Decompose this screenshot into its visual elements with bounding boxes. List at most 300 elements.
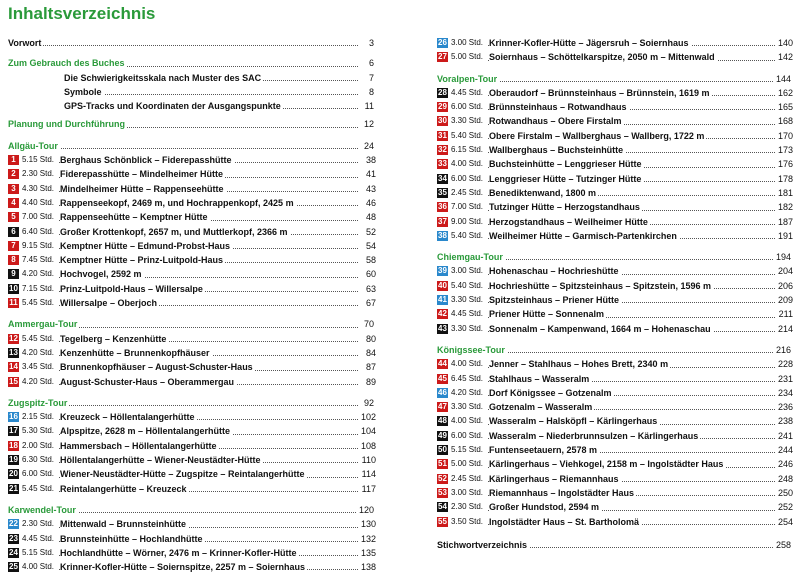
tour-number-badge: 1: [8, 155, 19, 165]
toc-entry-page: 194: [774, 250, 793, 264]
tour-title: Brünnsteinhaus – Rotwandhaus: [489, 100, 629, 114]
tour-number-badge: 10: [9, 283, 18, 293]
tour-duration: 5.45 Std.: [22, 296, 59, 310]
tour-entry: [437, 515, 793, 529]
tour-number-badge: 40: [438, 280, 447, 290]
tour-title: Wasseralm – Niederbrunnsulzen – Kärlingerhaus: [489, 429, 700, 443]
tour-number-badge: 34: [438, 173, 447, 183]
toc-entry: [8, 71, 376, 85]
tour-page: 236: [776, 400, 793, 414]
tour-page: 80: [364, 332, 376, 346]
tour-entry: [8, 375, 376, 389]
tour-title: Willersalpe – Oberjoch: [60, 296, 159, 310]
toc-entry-label: Zum Gebrauch des Buches: [8, 56, 127, 70]
tour-entry: [437, 129, 793, 143]
tour-page: 234: [776, 386, 793, 400]
tour-entry: [8, 424, 376, 438]
tour-entry: [437, 50, 793, 64]
tour-title: Dorf Königssee – Gotzenalm: [489, 386, 614, 400]
tour-number-badge: 49: [438, 430, 447, 440]
tour-title: Rappenseekopf, 2469 m, und Hochrappenkopf, 2425 m: [60, 196, 296, 210]
tour-title: Kreuzeck – Höllentalangerhütte: [60, 410, 197, 424]
tour-page: 228: [776, 357, 793, 371]
tour-entry: [8, 360, 376, 374]
toc-entry-page: 120: [357, 503, 376, 517]
toc-entry-label: Voralpen-Tour: [437, 72, 499, 86]
tour-entry: [437, 215, 793, 229]
tour-duration: 3.30 Std.: [451, 322, 488, 336]
toc-entry-page: 24: [362, 139, 376, 153]
tour-title: Wallberghaus – Buchsteinhütte: [489, 143, 625, 157]
tour-page: 132: [359, 532, 376, 546]
tour-page: 168: [776, 114, 793, 128]
toc-entry: [8, 99, 376, 113]
tour-entry: [437, 486, 793, 500]
tour-number-badge: 25: [9, 562, 18, 572]
tour-title: Großer Hundstod, 2594 m: [489, 500, 601, 514]
tour-page: 140: [776, 36, 793, 50]
tour-page: 209: [776, 293, 793, 307]
tour-title: Brunnsteinhütte – Hochlandhütte: [60, 532, 205, 546]
tour-page: 108: [359, 439, 376, 453]
tour-duration: 3.30 Std.: [451, 114, 488, 128]
tour-page: 54: [364, 239, 376, 253]
tour-title: Krinner-Kofler-Hütte – Soiernspitze, 2257 m – Soiernhaus: [60, 560, 307, 574]
tour-page: 87: [364, 360, 376, 374]
tour-entry: [437, 143, 793, 157]
tour-duration: 3.00 Std.: [451, 36, 488, 50]
tour-number-badge: 53: [438, 487, 447, 497]
toc-entry: [437, 343, 793, 357]
tour-page: 138: [359, 560, 376, 574]
toc-entry: [8, 56, 376, 70]
tour-title: Riemannhaus – Ingolstädter Haus: [489, 486, 636, 500]
tour-number-badge: 46: [438, 387, 447, 397]
toc-entry-label: Vorwort: [8, 36, 43, 50]
toc-left-column: [8, 36, 376, 574]
toc-entry-page: 70: [362, 317, 376, 331]
tour-entry: [437, 372, 793, 386]
tour-duration: 5.15 Std.: [22, 546, 59, 560]
toc-entry-label: Chiemgau-Tour: [437, 250, 505, 264]
tour-number-badge: 31: [438, 130, 447, 140]
tour-number-badge: 39: [438, 266, 447, 276]
toc-entry-label: Symbole: [8, 85, 104, 99]
toc-entry-label: GPS-Tracks und Koordinaten der Ausgangspunkte: [8, 99, 283, 113]
tour-number-badge: 5: [8, 212, 19, 222]
tour-page: 244: [776, 443, 793, 457]
tour-number-badge: 37: [438, 216, 447, 226]
tour-page: 84: [364, 346, 376, 360]
tour-number-badge: 29: [438, 102, 447, 112]
toc-entry-label: Karwendel-Tour: [8, 503, 78, 517]
tour-number-badge: 21: [9, 483, 18, 493]
tour-number-badge: 51: [438, 459, 447, 469]
tour-number-badge: 27: [438, 52, 447, 62]
tour-entry: [8, 532, 376, 546]
tour-duration: 2.00 Std.: [22, 439, 59, 453]
tour-duration: 9.15 Std.: [22, 239, 59, 253]
tour-duration: 2.15 Std.: [22, 410, 59, 424]
tour-entry: [8, 439, 376, 453]
tour-duration: 4.20 Std.: [22, 375, 59, 389]
toc-right-column: [437, 36, 793, 552]
tour-number-badge: 45: [438, 373, 447, 383]
tour-page: 46: [364, 196, 376, 210]
tour-duration: 4.00 Std.: [22, 560, 59, 574]
tour-page: 181: [776, 186, 793, 200]
tour-duration: 3.50 Std.: [451, 515, 488, 529]
tour-page: 130: [359, 517, 376, 531]
tour-number-badge: 48: [438, 416, 447, 426]
tour-entry: [8, 560, 376, 574]
page-title: Inhaltsverzeichnis: [8, 4, 156, 23]
tour-number-badge: 14: [9, 362, 18, 372]
tour-title: Obere Firstalm – Wallberghaus – Wallberg, 1722 m: [489, 129, 706, 143]
tour-duration: 5.40 Std.: [451, 129, 488, 143]
toc-entry: [437, 250, 793, 264]
tour-duration: 4.40 Std.: [22, 196, 59, 210]
tour-page: 182: [776, 200, 793, 214]
tour-duration: 5.45 Std.: [22, 482, 59, 496]
tour-duration: 2.30 Std.: [451, 500, 488, 514]
tour-duration: 9.00 Std.: [451, 215, 488, 229]
tour-page: 191: [776, 229, 793, 243]
tour-number-badge: 19: [9, 455, 18, 465]
tour-duration: 4.00 Std.: [451, 357, 488, 371]
tour-title: Rotwandhaus – Obere Firstalm: [489, 114, 624, 128]
tour-page: 52: [364, 225, 376, 239]
tour-entry: [8, 410, 376, 424]
tour-title: Prinz-Luitpold-Haus – Willersalpe: [60, 282, 205, 296]
toc-entry-label: Allgäu-Tour: [8, 139, 60, 153]
tour-number-badge: 22: [9, 519, 18, 529]
toc-entry-label: Königssee-Tour: [437, 343, 507, 357]
tour-page: 170: [776, 129, 793, 143]
tour-entry: [437, 400, 793, 414]
tour-duration: 4.20 Std.: [22, 267, 59, 281]
tour-duration: 4.45 Std.: [451, 307, 488, 321]
tour-title: Rappenseehütte – Kemptner Hütte: [60, 210, 210, 224]
toc-entry: [8, 396, 376, 410]
toc-entry: [437, 72, 793, 86]
tour-entry: [8, 210, 376, 224]
tour-title: Soiernhaus – Schöttelkarspitze, 2050 m – Mittenwald: [489, 50, 717, 64]
tour-title: Wasseralm – Halsköpfl – Kärlingerhaus: [489, 414, 659, 428]
tour-duration: 4.20 Std.: [451, 386, 488, 400]
tour-page: 67: [364, 296, 376, 310]
tour-number-badge: 35: [438, 187, 447, 197]
tour-number-badge: 12: [9, 333, 18, 343]
tour-number-badge: 24: [9, 547, 18, 557]
tour-duration: 4.20 Std.: [22, 346, 59, 360]
tour-title: Weilheimer Hütte – Garmisch-Partenkirchen: [489, 229, 679, 243]
tour-duration: 6.30 Std.: [22, 453, 59, 467]
tour-title: Gotzenalm – Wasseralm: [489, 400, 594, 414]
toc-entry: [437, 538, 793, 552]
tour-page: 254: [776, 515, 793, 529]
tour-entry: [8, 467, 376, 481]
tour-entry: [437, 186, 793, 200]
tour-number-badge: 18: [9, 440, 18, 450]
toc-entry-label: Die Schwierigkeitsskala nach Muster des SAC: [8, 71, 263, 85]
tour-title: Tutzinger Hütte – Herzogstandhaus: [489, 200, 642, 214]
tour-title: Funtenseetauern, 2578 m: [489, 443, 599, 457]
tour-entry: [437, 114, 793, 128]
tour-number-badge: 54: [438, 502, 447, 512]
toc-entry-label: Zugspitz-Tour: [8, 396, 69, 410]
tour-entry: [8, 153, 376, 167]
tour-entry: [8, 239, 376, 253]
tour-title: Großer Krottenkopf, 2657 m, und Muttlerkopf, 2366 m: [60, 225, 290, 239]
tour-entry: [8, 182, 376, 196]
tour-number-badge: 23: [9, 533, 18, 543]
tour-page: 173: [776, 143, 793, 157]
tour-page: 252: [776, 500, 793, 514]
toc-entry: [8, 36, 376, 50]
tour-title: Mindelheimer Hütte – Rappenseehütte: [60, 182, 226, 196]
tour-page: 60: [364, 267, 376, 281]
tour-duration: 2.30 Std.: [22, 167, 59, 181]
tour-entry: [8, 332, 376, 346]
tour-duration: 4.00 Std.: [451, 414, 488, 428]
tour-entry: [437, 36, 793, 50]
toc-entry-page: 6: [367, 56, 376, 70]
tour-entry: [8, 267, 376, 281]
tour-page: 102: [359, 410, 376, 424]
tour-page: 135: [359, 546, 376, 560]
tour-page: 114: [360, 467, 376, 481]
toc-entry: [8, 139, 376, 153]
tour-number-badge: 4: [8, 198, 19, 208]
tour-title: Berghaus Schönblick – Fiderepasshütte: [60, 153, 234, 167]
tour-page: 48: [364, 210, 376, 224]
toc-entry-page: 12: [362, 117, 376, 131]
tour-entry: [437, 357, 793, 371]
tour-title: Stahlhaus – Wasseralm: [489, 372, 591, 386]
tour-number-badge: 38: [438, 230, 447, 240]
toc-entry-page: 3: [367, 36, 376, 50]
tour-title: Brunnenkopfhäuser – August-Schuster-Haus: [60, 360, 255, 374]
tour-page: 43: [364, 182, 376, 196]
toc-entry-page: 7: [367, 71, 376, 85]
tour-page: 176: [776, 157, 793, 171]
tour-number-badge: 8: [8, 255, 19, 265]
tour-title: Höllentalangerhütte – Wiener-Neustädter-Hütte: [60, 453, 262, 467]
toc-entry: [8, 317, 376, 331]
tour-page: 204: [776, 264, 793, 278]
tour-number-badge: 30: [438, 116, 447, 126]
tour-duration: 4.45 Std.: [22, 532, 59, 546]
tour-title: Tegelberg – Kenzenhütte: [60, 332, 168, 346]
tour-title: Hochvogel, 2592 m: [60, 267, 144, 281]
tour-page: 206: [776, 279, 793, 293]
tour-page: 41: [364, 167, 376, 181]
tour-title: Kemptner Hütte – Edmund-Probst-Haus: [60, 239, 232, 253]
tour-number-badge: 26: [438, 38, 447, 47]
tour-page: 231: [776, 372, 793, 386]
tour-entry: [437, 100, 793, 114]
toc-entry-label: Planung und Durchführung: [8, 117, 127, 131]
toc-entry-label: Stichwortverzeichnis: [437, 538, 529, 552]
tour-duration: 5.15 Std.: [451, 443, 488, 457]
tour-number-badge: 20: [9, 469, 18, 479]
tour-title: Hochrieshütte – Spitzsteinhaus – Spitzstein, 1596 m: [489, 279, 713, 293]
tour-number-badge: 17: [9, 426, 18, 436]
tour-number-badge: 15: [9, 376, 18, 386]
tour-page: 187: [776, 215, 793, 229]
tour-number-badge: 33: [438, 159, 447, 169]
tour-entry: [437, 279, 793, 293]
tour-page: 165: [776, 100, 793, 114]
tour-page: 162: [776, 86, 793, 100]
tour-number-badge: 52: [438, 473, 447, 483]
tour-entry: [437, 414, 793, 428]
tour-entry: [8, 196, 376, 210]
tour-title: Oberaudorf – Brünnsteinhaus – Brünnstein, 1619 m: [489, 86, 712, 100]
tour-entry: [437, 293, 793, 307]
tour-duration: 6.00 Std.: [451, 172, 488, 186]
tour-entry: [8, 225, 376, 239]
tour-page: 238: [776, 414, 793, 428]
tour-entry: [437, 86, 793, 100]
tour-entry: [8, 453, 376, 467]
tour-page: 38: [364, 153, 376, 167]
tour-entry: [437, 157, 793, 171]
tour-number-badge: 43: [438, 323, 447, 333]
tour-page: 104: [359, 424, 376, 438]
tour-page: 110: [360, 453, 376, 467]
tour-entry: [8, 517, 376, 531]
tour-duration: 3.45 Std.: [22, 360, 59, 374]
tour-entry: [437, 322, 793, 336]
tour-duration: 2.45 Std.: [451, 472, 488, 486]
tour-duration: 4.00 Std.: [451, 157, 488, 171]
tour-page: 248: [776, 472, 793, 486]
tour-duration: 5.00 Std.: [451, 457, 488, 471]
tour-title: Hochlandhütte – Wörner, 2476 m – Krinner-Kofler-Hütte: [60, 546, 299, 560]
tour-number-badge: 41: [438, 295, 447, 305]
toc-entry-page: 216: [774, 343, 793, 357]
tour-title: Kärlingerhaus – Viehkogel, 2158 m – Ingolstädter Haus: [489, 457, 725, 471]
toc-entry: [8, 503, 376, 517]
tour-duration: 3.00 Std.: [451, 264, 488, 278]
tour-duration: 7.00 Std.: [22, 210, 59, 224]
tour-number-badge: 2: [8, 169, 19, 179]
tour-number-badge: 3: [8, 184, 19, 194]
toc-entry-page: 8: [367, 85, 376, 99]
tour-duration: 6.00 Std.: [22, 467, 59, 481]
tour-title: Kärlingerhaus – Riemannhaus: [489, 472, 621, 486]
tour-title: Herzogstandhaus – Weilheimer Hütte: [489, 215, 650, 229]
tour-duration: 5.40 Std.: [451, 229, 488, 243]
tour-number-badge: 47: [438, 402, 447, 412]
tour-page: 211: [777, 307, 793, 321]
tour-entry: [437, 307, 793, 321]
tour-number-badge: 55: [438, 516, 447, 526]
tour-page: 58: [364, 253, 376, 267]
tour-page: 246: [776, 457, 793, 471]
tour-duration: 4.45 Std.: [451, 86, 488, 100]
tour-entry: [437, 429, 793, 443]
tour-duration: 7.45 Std.: [22, 253, 59, 267]
tour-duration: 7.00 Std.: [451, 200, 488, 214]
tour-page: 89: [364, 375, 376, 389]
tour-page: 142: [776, 50, 793, 64]
tour-duration: 3.30 Std.: [451, 293, 488, 307]
tour-page: 63: [364, 282, 376, 296]
tour-title: Buchsteinhütte – Lenggrieser Hütte: [489, 157, 644, 171]
tour-number-badge: 7: [8, 241, 19, 251]
tour-title: Spitzsteinhaus – Priener Hütte: [489, 293, 621, 307]
tour-title: Lenggrieser Hütte – Tutzinger Hütte: [489, 172, 643, 186]
tour-page: 241: [776, 429, 793, 443]
tour-duration: 3.30 Std.: [451, 400, 488, 414]
tour-duration: 4.30 Std.: [22, 182, 59, 196]
tour-entry: [437, 386, 793, 400]
tour-title: Mittenwald – Brunnsteinhütte: [60, 517, 188, 531]
tour-page: 178: [776, 172, 793, 186]
tour-entry: [437, 457, 793, 471]
tour-page: 117: [360, 482, 376, 496]
tour-entry: [437, 472, 793, 486]
tour-duration: 2.45 Std.: [451, 186, 488, 200]
tour-number-badge: 50: [438, 445, 447, 455]
tour-title: Sonnenalm – Kampenwand, 1664 m – Hohenaschau: [489, 322, 713, 336]
tour-duration: 6.00 Std.: [451, 429, 488, 443]
tour-entry: [437, 443, 793, 457]
tour-title: Jenner – Stahlhaus – Hohes Brett, 2340 m: [489, 357, 670, 371]
tour-duration: 6.45 Std.: [451, 372, 488, 386]
tour-title: Kemptner Hütte – Prinz-Luitpold-Haus: [60, 253, 225, 267]
tour-number-badge: 36: [438, 202, 447, 212]
tour-entry: [8, 282, 376, 296]
tour-title: Priener Hütte – Sonnenalm: [489, 307, 606, 321]
tour-title: Hammersbach – Höllentalangerhütte: [60, 439, 219, 453]
toc-entry-page: 11: [363, 99, 376, 113]
toc-entry-page: 258: [774, 538, 793, 552]
toc-entry-page: 144: [774, 72, 793, 86]
tour-title: Alpspitze, 2628 m – Höllentalangerhütte: [60, 424, 232, 438]
tour-entry: [8, 546, 376, 560]
toc-entry: [8, 117, 376, 131]
tour-title: Wiener-Neustädter-Hütte – Zugspitze – Reintalangerhütte: [60, 467, 306, 481]
tour-duration: 3.00 Std.: [451, 486, 488, 500]
tour-entry: [437, 500, 793, 514]
tour-title: Kenzenhütte – Brunnenkopfhäuser: [60, 346, 212, 360]
tour-number-badge: 16: [9, 412, 18, 422]
tour-entry: [437, 172, 793, 186]
tour-title: August-Schuster-Haus – Oberammergau: [60, 375, 236, 389]
tour-entry: [8, 253, 376, 267]
tour-title: Krinner-Kofler-Hütte – Jägersruh – Soiernhaus: [489, 36, 691, 50]
tour-page: 214: [776, 322, 793, 336]
tour-duration: 2.30 Std.: [22, 517, 59, 531]
tour-duration: 6.15 Std.: [451, 143, 488, 157]
tour-title: Reintalangerhütte – Kreuzeck: [60, 482, 189, 496]
tour-duration: 7.15 Std.: [22, 282, 59, 296]
tour-duration: 6.00 Std.: [451, 100, 488, 114]
tour-duration: 5.40 Std.: [451, 279, 488, 293]
tour-page: 250: [776, 486, 793, 500]
tour-duration: 6.40 Std.: [22, 225, 59, 239]
tour-entry: [8, 346, 376, 360]
tour-title: Fiderepasshütte – Mindelheimer Hütte: [60, 167, 225, 181]
toc-entry: [8, 85, 376, 99]
tour-number-badge: 28: [438, 87, 447, 97]
tour-title: Ingolstädter Haus – St. Bartholomä: [489, 515, 641, 529]
tour-entry: [437, 200, 793, 214]
